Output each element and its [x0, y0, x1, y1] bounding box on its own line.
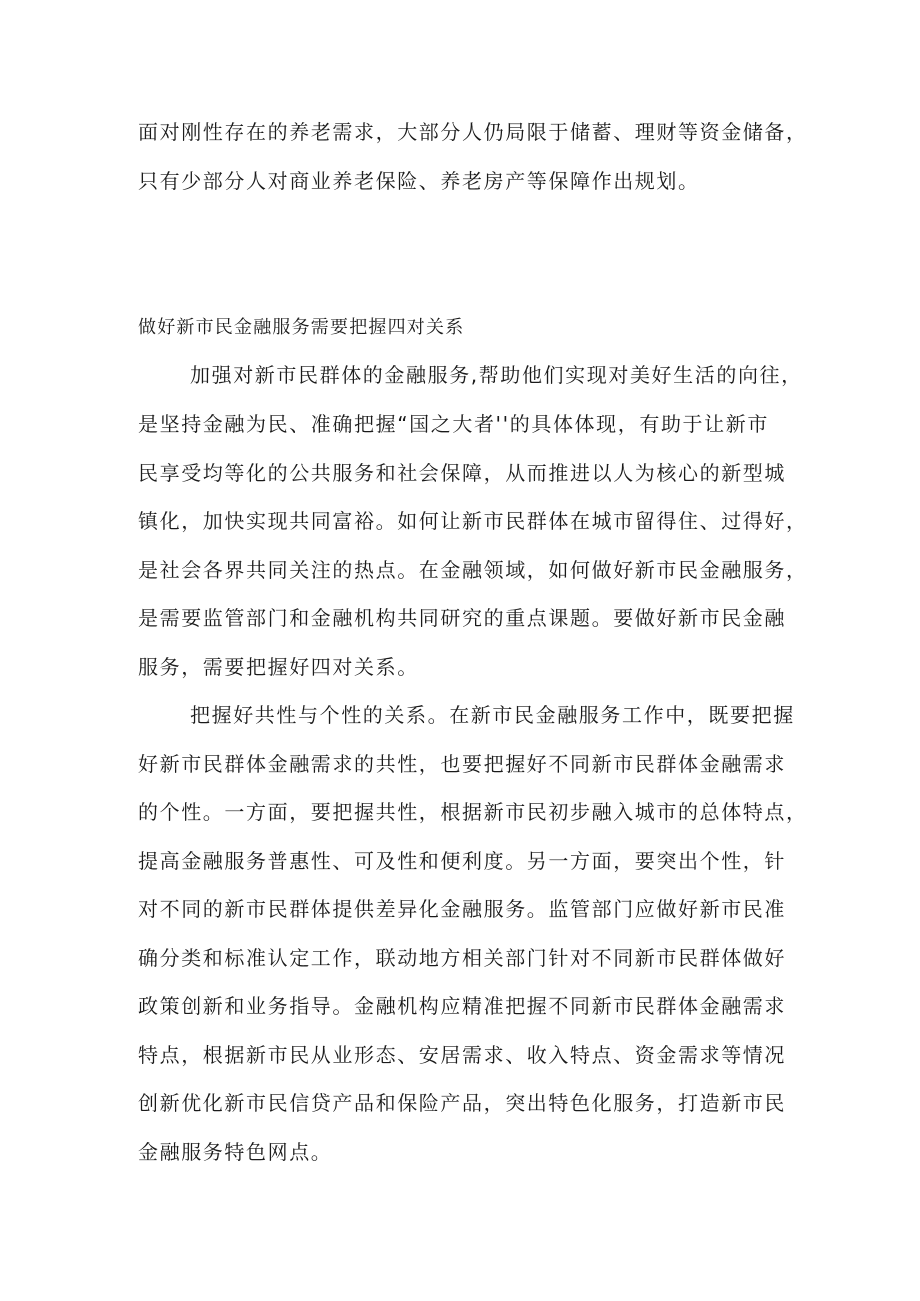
intro-line-2: 只有少部分人对商业养老保险、养老房产等保障作出规划。 [138, 169, 700, 193]
paragraph1-line-6: 是需要监管部门和金融机构共同研究的重点课题。要做好新市民金融 [138, 606, 786, 630]
paragraph1-line-1: 加强对新市民群体的金融服务,帮助他们实现对美好生活的向往， [190, 363, 803, 387]
paragraph2-line-5: 对不同的新市民群体提供差异化金融服务。监管部门应做好新市民准 [138, 897, 786, 921]
paragraph2-line-4: 提高金融服务普惠性、可及性和便利度。另一方面，要突出个性，针 [138, 849, 786, 873]
paragraph2-line-6: 确分类和标准认定工作，联动地方相关部门针对不同新市民群体做好 [138, 946, 786, 970]
paragraph1-line-7: 服务，需要把握好四对关系。 [138, 655, 419, 679]
section-heading: 做好新市民金融服务需要把握四对关系 [138, 317, 465, 338]
intro-line-1: 面对刚性存在的养老需求，大部分人仍局限于储蓄、理财等资金储备， [138, 120, 808, 144]
paragraph2-line-1: 把握好共性与个性的关系。在新市民金融服务工作中，既要把握 [190, 703, 795, 727]
paragraph2-line-2: 好新市民群体金融需求的共性，也要把握好不同新市民群体金融需求 [138, 752, 786, 776]
paragraph2-line-7: 政策创新和业务指导。金融机构应精准把握不同新市民群体金融需求 [138, 994, 786, 1018]
paragraph1-line-2: 是坚持金融为民、准确把握“国之大者''的具体体现，有助于让新市 [138, 412, 769, 436]
paragraph1-line-4: 镇化，加快实现共同富裕。如何让新市民群体在城市留得住、过得好， [138, 509, 808, 533]
paragraph1-line-5: 是社会各界共同关注的热点。在金融领域，如何做好新市民金融服务， [138, 558, 808, 582]
paragraph2-line-10: 金融服务特色网点。 [138, 1140, 333, 1164]
paragraph2-line-8: 特点，根据新市民从业形态、安居需求、收入特点、资金需求等情况 [138, 1043, 786, 1067]
paragraph1-line-3: 民享受均等化的公共服务和社会保障，从而推进以人为核心的新型城 [138, 461, 786, 485]
paragraph2-line-9: 创新优化新市民信贷产品和保险产品，突出特色化服务，打造新市民 [138, 1091, 786, 1115]
paragraph2-line-3: 的个性。一方面，要把握共性，根据新市民初步融入城市的总体特点， [138, 800, 808, 824]
